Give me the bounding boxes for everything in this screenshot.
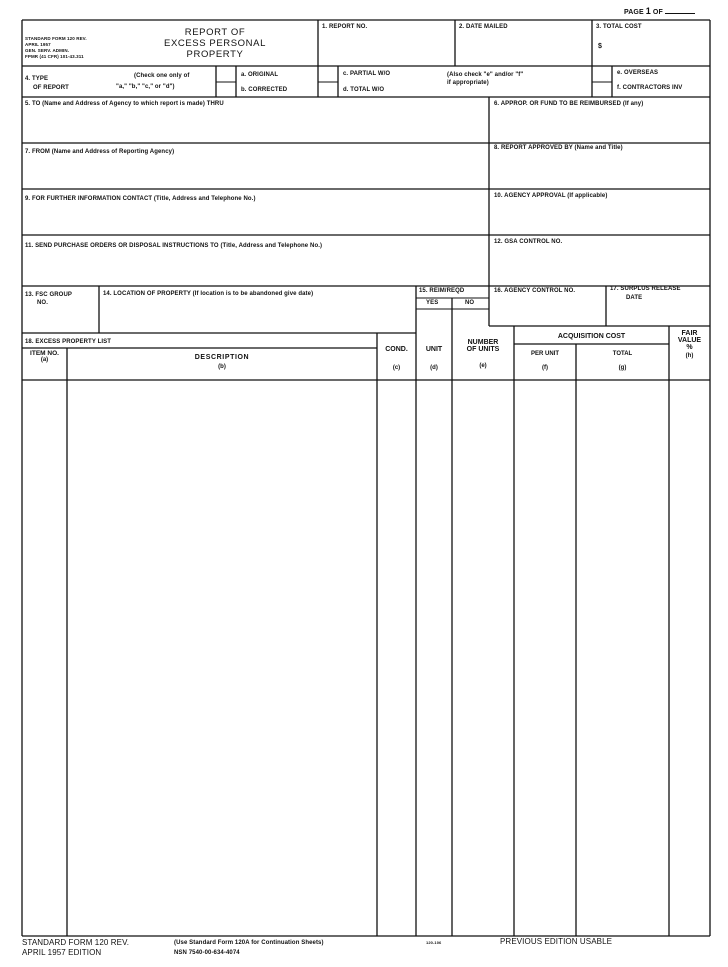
col-number-units-label: NUMBER OF UNITS bbox=[466, 339, 500, 353]
col-per-unit-label: PER UNIT bbox=[530, 351, 559, 357]
option-b-label: b. CORRECTED bbox=[241, 87, 288, 93]
page-of-label: OF bbox=[652, 9, 663, 16]
field-15-yes: YES bbox=[426, 300, 439, 306]
col-fair-value bbox=[669, 330, 710, 359]
also-check-2: if appropriate) bbox=[447, 80, 489, 86]
field-18-label: 18. EXCESS PROPERTY LIST bbox=[25, 339, 111, 345]
col-total-sub: (g) bbox=[618, 365, 627, 371]
field-15-label: 15. REIM/REQD bbox=[419, 288, 465, 294]
field-9-label: 9. FOR FURTHER INFORMATION CONTACT (Title, Address and Telephone No.) bbox=[25, 196, 256, 202]
field-4-label: 4. TYPE bbox=[25, 76, 49, 82]
option-c-label: c. PARTIAL W/O bbox=[343, 71, 391, 77]
page-number bbox=[624, 7, 695, 17]
field-1-label: 1. REPORT NO. bbox=[322, 24, 368, 30]
checkbox-overseas[interactable] bbox=[592, 66, 612, 82]
col-description-sub: (b) bbox=[218, 364, 226, 370]
form-title bbox=[150, 28, 280, 61]
field-13-sub: NO. bbox=[37, 300, 48, 306]
col-total-label: TOTAL bbox=[612, 351, 633, 357]
option-d-label: d. TOTAL W/O bbox=[343, 87, 385, 93]
col-description bbox=[67, 354, 377, 370]
field-11-label: 11. SEND PURCHASE ORDERS OR DISPOSAL INSTRUCTIONS TO (Title, Address and Telephone No.) bbox=[25, 243, 323, 249]
field-6-label: 6. APPROP. OR FUND TO BE REIMBURSED (If any) bbox=[494, 101, 644, 107]
property-list-body[interactable] bbox=[22, 380, 710, 936]
col-item-no bbox=[22, 350, 67, 363]
field-10-label: 10. AGENCY APPROVAL (If applicable) bbox=[494, 193, 608, 199]
field-4-instr-2: "a," "b," "c," or "d") bbox=[116, 84, 175, 90]
form-id-line-3: GEN. SERV. ADMIN. bbox=[25, 48, 70, 53]
checkbox-contractors[interactable] bbox=[592, 82, 612, 97]
title-line-1: REPORT OF bbox=[184, 27, 246, 38]
footer-form-rev: STANDARD FORM 120 REV. bbox=[22, 938, 130, 947]
field-13-label: 13. FSC GROUP bbox=[25, 292, 72, 298]
page-label: PAGE bbox=[624, 9, 644, 16]
col-unit bbox=[416, 346, 452, 371]
form-id-line-1: STANDARD FORM 120 REV. bbox=[25, 36, 87, 41]
col-cond-sub: (c) bbox=[392, 365, 401, 371]
col-fair-value-sub: (h) bbox=[685, 353, 694, 359]
option-a-label: a. ORIGINAL bbox=[241, 72, 279, 78]
col-per-unit-sub: (f) bbox=[542, 365, 548, 371]
field-2-label: 2. DATE MAILED bbox=[459, 24, 508, 30]
title-line-2: EXCESS PERSONAL bbox=[164, 37, 266, 49]
footer-previous-edition: PREVIOUS EDITION USABLE bbox=[500, 937, 613, 946]
col-item-no-sub: (a) bbox=[40, 357, 49, 363]
footer-nsn: NSN 7540-00-634-4074 bbox=[174, 950, 240, 956]
col-cond bbox=[377, 346, 416, 371]
col-total bbox=[576, 351, 669, 371]
field-3-value: $ bbox=[598, 43, 602, 50]
field-17-sub: DATE bbox=[626, 295, 643, 301]
page-number-value: 1 bbox=[645, 6, 651, 16]
field-12-label: 12. GSA CONTROL NO. bbox=[494, 239, 563, 245]
checkbox-partial[interactable] bbox=[318, 66, 338, 82]
form-id-line-2: APRIL 1957 bbox=[25, 42, 51, 47]
checkbox-original[interactable] bbox=[216, 66, 236, 82]
field-5-label: 5. TO (Name and Address of Agency to which report is made) THRU bbox=[25, 101, 224, 107]
field-4-instr-1: (Check one only of bbox=[134, 73, 190, 79]
field-8-label: 8. REPORT APPROVED BY (Name and Title) bbox=[494, 145, 623, 151]
field-7-label: 7. FROM (Name and Address of Reporting Agency) bbox=[25, 149, 175, 155]
title-line-3: PROPERTY bbox=[186, 48, 244, 60]
field-15-no: NO bbox=[465, 300, 475, 306]
col-number-units-sub: (e) bbox=[479, 363, 487, 369]
col-description-label: DESCRIPTION bbox=[194, 354, 250, 361]
field-17-label: 17. SURPLUS RELEASE bbox=[610, 286, 681, 292]
form-id-line-4: FPMR (41 CFR) 101-43.311 bbox=[25, 54, 84, 59]
reim-yes-box[interactable] bbox=[416, 309, 452, 336]
footer-edition: APRIL 1957 EDITION bbox=[22, 948, 102, 957]
checkbox-corrected[interactable] bbox=[216, 82, 236, 97]
acquisition-cost-header: ACQUISITION COST bbox=[557, 333, 626, 340]
also-check-1: (Also check "e" and/or "f" bbox=[447, 72, 524, 78]
col-cond-label: COND. bbox=[385, 346, 408, 353]
footer-note: (Use Standard Form 120A for Continuation Sheets) bbox=[174, 940, 324, 946]
col-unit-sub: (d) bbox=[430, 365, 438, 371]
col-item-no-label: ITEM NO. bbox=[30, 350, 59, 357]
checkbox-total[interactable] bbox=[318, 82, 338, 97]
field-14-label: 14. LOCATION OF PROPERTY (If location is to be abandoned give date) bbox=[103, 291, 314, 297]
field-16-label: 16. AGENCY CONTROL NO. bbox=[494, 288, 576, 294]
option-f-label: f. CONTRACTORS INV bbox=[617, 85, 683, 91]
field-3-label: 3. TOTAL COST bbox=[596, 24, 642, 30]
field-4-sub: OF REPORT bbox=[33, 85, 69, 91]
col-number-units bbox=[452, 339, 514, 369]
page-total-blank[interactable] bbox=[665, 13, 695, 14]
option-e-label: e. OVERSEAS bbox=[617, 70, 659, 76]
reim-no-box[interactable] bbox=[452, 309, 489, 336]
col-unit-label: UNIT bbox=[425, 346, 443, 353]
footer-code: 120-106 bbox=[426, 940, 442, 945]
col-fair-value-label: FAIR VALUE % bbox=[677, 330, 702, 351]
col-per-unit bbox=[514, 351, 576, 371]
